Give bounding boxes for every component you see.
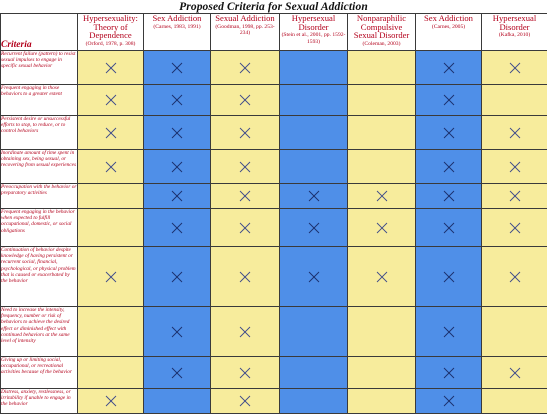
- criterion-cell: [78, 307, 144, 357]
- column-label: Hypersexuality: Theory of Dependence: [78, 14, 143, 40]
- criterion-cell: [211, 51, 280, 85]
- x-mark-icon: [171, 94, 183, 106]
- criterion-cell: [144, 150, 211, 184]
- criterion-cell: [280, 389, 348, 414]
- criterion-text: Frequent engaging in the behavior when expected to fulfill occupational, domestic, or social obligations: [1, 209, 78, 247]
- criterion-cell: [144, 184, 211, 209]
- x-mark-icon: [509, 222, 521, 234]
- criterion-text: Need to increase the intensity, frequency, number or risk of behaviors to achieve the desired effect or diminished effect with continued behaviors at the same level of intensity: [1, 307, 78, 357]
- x-mark-icon: [171, 326, 183, 338]
- criterion-cell: [348, 307, 416, 357]
- x-mark-icon: [171, 222, 183, 234]
- criterion-cell: [78, 51, 144, 85]
- column-citation: (Kafka, 2010): [482, 32, 547, 39]
- criterion-text: Continuation of behavior despite knowledge of having persistent or recurrent social, financial, psychological, or physical problem that is caused or exacerbated by the behavior: [1, 247, 78, 307]
- criterion-text: Distress, anxiety, restlessness, or irritability if unable to engage in the behavior: [1, 389, 78, 414]
- criterion-cell: [78, 150, 144, 184]
- x-mark-icon: [239, 161, 251, 173]
- column-header: [280, 14, 348, 51]
- x-mark-icon: [105, 127, 117, 139]
- criterion-cell: [348, 209, 416, 247]
- column-header: [482, 14, 547, 51]
- x-mark-icon: [171, 367, 183, 379]
- criterion-cell: [211, 209, 280, 247]
- criterion-text: Frequent engaging in those behaviors to a greater extent: [1, 85, 78, 116]
- criterion-cell: [482, 209, 547, 247]
- criterion-cell: [144, 357, 211, 389]
- criterion-cell: [482, 389, 547, 414]
- x-mark-icon: [509, 367, 521, 379]
- criterion-cell: [482, 116, 547, 150]
- x-mark-icon: [171, 190, 183, 202]
- column-label: Hypersexual Disorder: [280, 14, 347, 31]
- criterion-cell: [280, 51, 348, 85]
- x-mark-icon: [308, 271, 320, 283]
- criterion-cell: [211, 184, 280, 209]
- x-mark-icon: [443, 127, 455, 139]
- criterion-cell: [416, 85, 482, 116]
- column-citation: (Orford, 1978, p. 308): [78, 41, 143, 48]
- x-mark-icon: [509, 271, 521, 283]
- criterion-cell: [482, 307, 547, 357]
- criterion-cell: [144, 247, 211, 307]
- x-mark-icon: [443, 62, 455, 74]
- criterion-cell: [144, 116, 211, 150]
- table-row: [1, 51, 547, 85]
- x-mark-icon: [239, 271, 251, 283]
- criterion-cell: [280, 357, 348, 389]
- x-mark-icon: [239, 190, 251, 202]
- x-mark-icon: [443, 326, 455, 338]
- x-mark-icon: [443, 367, 455, 379]
- criterion-cell: [482, 357, 547, 389]
- table-row: [1, 247, 547, 307]
- column-label: Hypersexual Disorder: [482, 14, 547, 31]
- criterion-cell: [78, 357, 144, 389]
- x-mark-icon: [239, 94, 251, 106]
- column-label: Nonparaphilic Compulsive Sexual Disorder: [348, 14, 415, 40]
- criterion-cell: [416, 150, 482, 184]
- table-row: [1, 150, 547, 184]
- x-mark-icon: [239, 127, 251, 139]
- criterion-cell: [482, 51, 547, 85]
- column-citation: (Stein et al., 2001, pp. 1592-1593): [280, 32, 347, 45]
- criteria-column-header: Criteria: [1, 14, 78, 51]
- table-row: [1, 307, 547, 357]
- criterion-cell: [348, 51, 416, 85]
- criterion-cell: [348, 389, 416, 414]
- criterion-cell: [280, 150, 348, 184]
- x-mark-icon: [509, 190, 521, 202]
- criterion-text: Recurrent failure (pattern) to resist sexual impulses to engage in specific sexual behavior: [1, 51, 78, 85]
- criterion-cell: [348, 116, 416, 150]
- criterion-cell: [348, 184, 416, 209]
- x-mark-icon: [376, 222, 388, 234]
- criterion-cell: [211, 357, 280, 389]
- criterion-cell: [348, 85, 416, 116]
- criterion-cell: [416, 307, 482, 357]
- x-mark-icon: [239, 367, 251, 379]
- criterion-cell: [416, 184, 482, 209]
- criterion-cell: [416, 116, 482, 150]
- criteria-table: [0, 13, 547, 414]
- criterion-text: Preoccupation with the behavior or preparatory activities: [1, 184, 78, 209]
- x-mark-icon: [509, 161, 521, 173]
- criterion-cell: [416, 247, 482, 307]
- criterion-cell: [211, 85, 280, 116]
- criterion-cell: [348, 150, 416, 184]
- criterion-cell: [211, 389, 280, 414]
- x-mark-icon: [105, 161, 117, 173]
- criterion-cell: [280, 247, 348, 307]
- criterion-cell: [348, 247, 416, 307]
- criterion-cell: [416, 357, 482, 389]
- column-label: Sex Addiction: [144, 14, 210, 23]
- criterion-cell: [416, 51, 482, 85]
- x-mark-icon: [239, 222, 251, 234]
- criterion-text: Giving up or limiting social, occupational, or recreational activities because of the behavior: [1, 357, 78, 389]
- criterion-cell: [482, 150, 547, 184]
- criterion-cell: [211, 150, 280, 184]
- x-mark-icon: [509, 127, 521, 139]
- figure-title: Proposed Criteria for Sexual Addiction: [0, 0, 547, 14]
- criterion-cell: [78, 389, 144, 414]
- x-mark-icon: [308, 222, 320, 234]
- column-citation: (Coleman, 2003): [348, 41, 415, 48]
- column-header: [78, 14, 144, 51]
- criterion-text: Persistent desire or unsuccessful efforts to stop, to reduce, or to control behaviors: [1, 116, 78, 150]
- x-mark-icon: [443, 161, 455, 173]
- criterion-cell: [280, 116, 348, 150]
- column-header: [416, 14, 482, 51]
- x-mark-icon: [376, 190, 388, 202]
- x-mark-icon: [239, 395, 251, 407]
- x-mark-icon: [171, 271, 183, 283]
- criterion-cell: [211, 116, 280, 150]
- column-label: Sexual Addiction: [211, 14, 279, 23]
- criterion-cell: [482, 184, 547, 209]
- x-mark-icon: [239, 62, 251, 74]
- x-mark-icon: [105, 62, 117, 74]
- criterion-cell: [348, 357, 416, 389]
- table-row: [1, 357, 547, 389]
- x-mark-icon: [443, 222, 455, 234]
- x-mark-icon: [443, 94, 455, 106]
- x-mark-icon: [105, 395, 117, 407]
- criterion-cell: [144, 307, 211, 357]
- table-row: [1, 116, 547, 150]
- criterion-cell: [78, 184, 144, 209]
- table-row: [1, 389, 547, 414]
- column-header: [348, 14, 416, 51]
- column-header: [144, 14, 211, 51]
- x-mark-icon: [443, 190, 455, 202]
- criterion-text: Inordinate amount of time spent in obtaining sex, being sexual, or recovering from sexual experiences: [1, 150, 78, 184]
- x-mark-icon: [171, 161, 183, 173]
- criterion-cell: [211, 307, 280, 357]
- criterion-cell: [78, 247, 144, 307]
- x-mark-icon: [171, 127, 183, 139]
- x-mark-icon: [105, 94, 117, 106]
- criterion-cell: [280, 184, 348, 209]
- criterion-cell: [280, 209, 348, 247]
- x-mark-icon: [509, 62, 521, 74]
- x-mark-icon: [376, 271, 388, 283]
- x-mark-icon: [171, 62, 183, 74]
- criterion-cell: [416, 389, 482, 414]
- criterion-cell: [78, 116, 144, 150]
- x-mark-icon: [443, 395, 455, 407]
- x-mark-icon: [105, 271, 117, 283]
- column-citation: (Carnes, 1983, 1991): [144, 24, 210, 31]
- x-mark-icon: [308, 190, 320, 202]
- criterion-cell: [482, 85, 547, 116]
- criterion-cell: [280, 307, 348, 357]
- criterion-cell: [211, 247, 280, 307]
- table-row: [1, 85, 547, 116]
- column-header: [211, 14, 280, 51]
- x-mark-icon: [239, 326, 251, 338]
- x-mark-icon: [443, 271, 455, 283]
- criterion-cell: [280, 85, 348, 116]
- table-body: [1, 51, 547, 414]
- criterion-cell: [144, 51, 211, 85]
- criterion-cell: [144, 209, 211, 247]
- criterion-cell: [144, 389, 211, 414]
- header-row: [1, 14, 547, 51]
- criterion-cell: [482, 247, 547, 307]
- criterion-cell: [78, 209, 144, 247]
- criterion-cell: [416, 209, 482, 247]
- table-row: [1, 209, 547, 247]
- criterion-cell: [78, 85, 144, 116]
- table-row: [1, 184, 547, 209]
- column-label: Sex Addiction: [416, 14, 481, 23]
- criterion-cell: [144, 85, 211, 116]
- column-citation: (Carnes, 2005): [416, 24, 481, 31]
- column-citation: (Goodman, 1998, pp. 253-234): [211, 24, 279, 37]
